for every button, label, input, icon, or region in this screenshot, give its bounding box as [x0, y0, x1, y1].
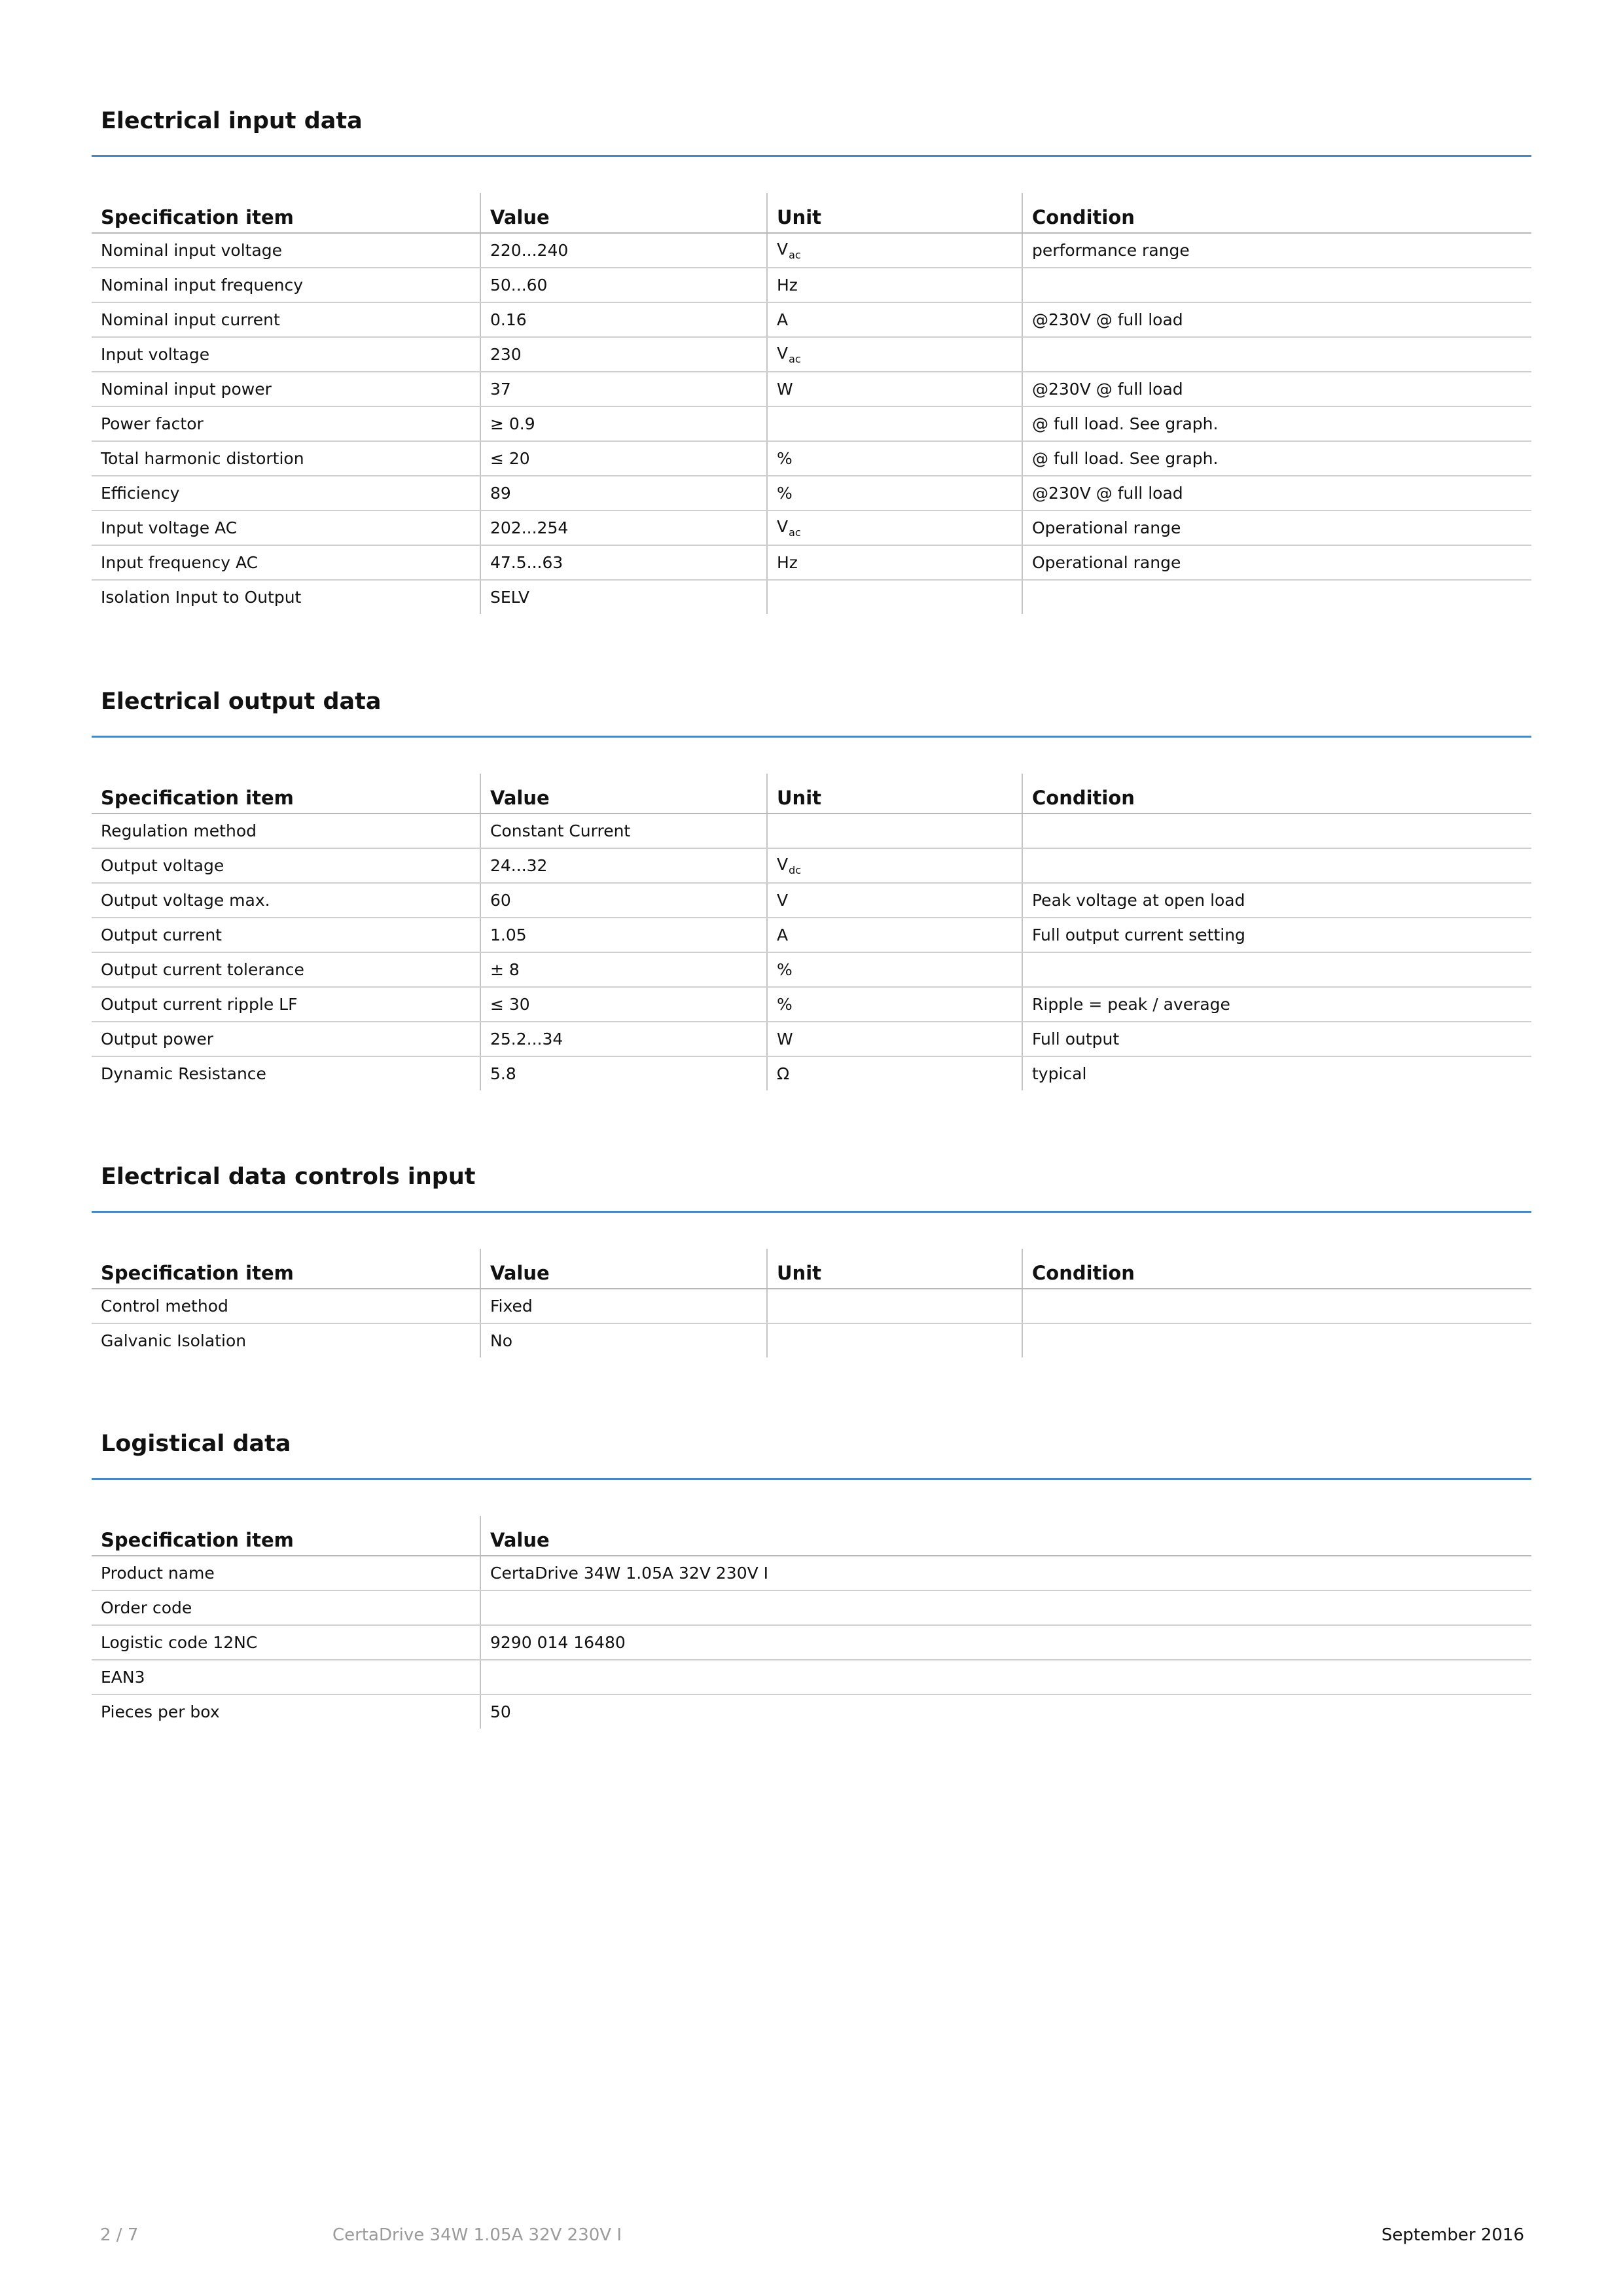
spec-item-cell: Logistic code 12NC — [92, 1625, 480, 1660]
condition-cell — [1022, 337, 1531, 372]
spec-table — [92, 1249, 1531, 1357]
value-cell: 230 — [480, 337, 767, 372]
value-cell: 0.16 — [480, 302, 767, 337]
unit-symbol: Hz — [777, 276, 798, 295]
value-cell: SELV — [480, 580, 767, 614]
column-header: Value — [480, 774, 767, 814]
section-divider — [92, 1211, 1531, 1213]
spec-item-cell: Power factor — [92, 406, 480, 441]
unit-cell — [767, 441, 1022, 476]
section-divider — [92, 1478, 1531, 1480]
spec-item-cell: Output power — [92, 1022, 480, 1056]
table-header-row — [92, 1516, 1531, 1556]
value-cell: 9290 014 16480 — [480, 1625, 1531, 1660]
condition-cell: Ripple = peak / average — [1022, 987, 1531, 1022]
table-row — [92, 814, 1531, 848]
spec-table — [92, 774, 1531, 1090]
condition-cell: @230V @ full load — [1022, 302, 1531, 337]
column-header: Condition — [1022, 1249, 1531, 1289]
spec-item-cell: Isolation Input to Output — [101, 588, 302, 607]
unit-cell — [767, 406, 1022, 441]
unit-cell — [767, 883, 1022, 918]
section-divider — [92, 736, 1531, 738]
value-cell: 37 — [480, 372, 767, 406]
unit-cell — [767, 233, 1022, 268]
unit-cell — [767, 1022, 1022, 1056]
condition-cell — [1022, 952, 1531, 987]
spec-item-cell: Dynamic Resistance — [101, 1064, 266, 1083]
table-row — [92, 1695, 1531, 1729]
unit-symbol: W — [777, 380, 793, 399]
table-row — [92, 987, 1531, 1022]
spec-table — [92, 193, 1531, 614]
table-row — [92, 952, 1531, 987]
unit-cell — [767, 918, 1022, 952]
spec-item-cell: Nominal input voltage — [92, 233, 480, 268]
unit-cell — [767, 1289, 1022, 1323]
section-title: Electrical input data — [101, 108, 363, 134]
spec-item-cell: Input voltage — [92, 337, 480, 372]
spec-item-cell: Output current tolerance — [92, 952, 480, 987]
table-row — [92, 1022, 1531, 1056]
unit-cell — [767, 545, 1022, 580]
value-cell: ≥ 0.9 — [480, 406, 767, 441]
condition-cell: @230V @ full load — [1022, 372, 1531, 406]
unit-symbol: V — [777, 344, 789, 363]
unit-cell — [767, 848, 1022, 883]
table-row — [92, 268, 1531, 302]
column-header: Specification item — [92, 193, 480, 233]
unit-symbol: % — [777, 995, 793, 1014]
spec-item-cell: Output current ripple LF — [92, 987, 480, 1022]
footer-page-number: 2 / 7 — [100, 2225, 139, 2245]
unit-symbol: V — [777, 240, 789, 259]
condition-cell — [1022, 268, 1531, 302]
spec-item-cell: Order code — [92, 1590, 480, 1625]
footer-product-name: CertaDrive 34W 1.05A 32V 230V I — [332, 2225, 622, 2245]
unit-subscript: ac — [789, 353, 801, 365]
value-cell: ≤ 30 — [480, 987, 767, 1022]
spec-item-cell: Efficiency — [92, 476, 480, 511]
unit-symbol: V — [777, 855, 789, 874]
table-row — [92, 476, 1531, 511]
table-row — [92, 1289, 1531, 1323]
spec-item-cell: Output current — [92, 918, 480, 952]
spec-table — [92, 1516, 1531, 1729]
condition-cell: @230V @ full load — [1022, 476, 1531, 511]
section-title: Logistical data — [101, 1431, 291, 1457]
column-header: Condition — [1022, 774, 1531, 814]
condition-cell: Full output current setting — [1022, 918, 1531, 952]
value-cell — [480, 1660, 1531, 1695]
unit-subscript: ac — [789, 526, 801, 539]
table-row — [92, 406, 1531, 441]
spec-item-cell: Galvanic Isolation — [101, 1331, 247, 1350]
unit-cell — [767, 580, 1022, 614]
column-header: Unit — [767, 774, 1022, 814]
condition-cell — [1022, 848, 1531, 883]
value-cell: 1.05 — [480, 918, 767, 952]
unit-cell — [767, 1056, 1022, 1090]
unit-symbol: % — [777, 960, 793, 979]
spec-item-cell: Input voltage AC — [92, 511, 480, 545]
spec-item-cell: Total harmonic distortion — [92, 441, 480, 476]
unit-symbol: A — [777, 925, 789, 944]
table-row — [92, 233, 1531, 268]
table-row — [92, 918, 1531, 952]
spec-item-cell: EAN3 — [92, 1660, 480, 1695]
unit-cell — [767, 952, 1022, 987]
section-title: Electrical output data — [101, 689, 382, 715]
unit-symbol: Ω — [777, 1064, 790, 1083]
table-row — [92, 372, 1531, 406]
table-header-row — [92, 1249, 1531, 1289]
spec-item-cell: Nominal input frequency — [92, 268, 480, 302]
unit-cell — [767, 268, 1022, 302]
unit-symbol: W — [777, 1030, 793, 1049]
unit-subscript: dc — [789, 864, 802, 876]
column-header: Value — [480, 1249, 767, 1289]
column-header: Specification item — [92, 1516, 480, 1556]
table-header-row — [92, 193, 1531, 233]
unit-symbol: Hz — [777, 553, 798, 572]
unit-cell — [767, 302, 1022, 337]
spec-item-cell: Output voltage — [92, 848, 480, 883]
value-cell: 60 — [480, 883, 767, 918]
table-row — [92, 337, 1531, 372]
value-cell: 89 — [480, 476, 767, 511]
spec-item-cell: Nominal input power — [92, 372, 480, 406]
table-row — [92, 1556, 1531, 1590]
unit-symbol: % — [777, 484, 793, 503]
column-header: Specification item — [92, 774, 480, 814]
column-header: Value — [480, 1516, 1531, 1556]
value-cell: No — [480, 1323, 767, 1357]
table-row — [92, 1590, 1531, 1625]
condition-cell — [1022, 814, 1531, 848]
condition-cell: Operational range — [1022, 511, 1531, 545]
value-cell: 25.2...34 — [480, 1022, 767, 1056]
unit-cell — [767, 511, 1022, 545]
condition-cell — [1022, 1289, 1531, 1323]
unit-cell — [767, 814, 1022, 848]
value-cell: 50...60 — [480, 268, 767, 302]
unit-cell — [767, 372, 1022, 406]
section-title: Electrical data controls input — [101, 1164, 476, 1190]
table-row — [92, 580, 1531, 614]
spec-item-cell: Input frequency AC — [92, 545, 480, 580]
unit-cell — [767, 476, 1022, 511]
condition-cell: Peak voltage at open load — [1022, 883, 1531, 918]
table-row — [92, 1625, 1531, 1660]
unit-symbol: V — [777, 891, 789, 910]
value-cell: CertaDrive 34W 1.05A 32V 230V I — [480, 1556, 1531, 1590]
spec-item-cell: Nominal input current — [92, 302, 480, 337]
condition-cell — [1022, 1323, 1531, 1357]
value-cell: 5.8 — [480, 1056, 767, 1090]
value-cell: ± 8 — [480, 952, 767, 987]
value-cell: 24...32 — [480, 848, 767, 883]
unit-symbol: % — [777, 449, 793, 468]
table-row — [92, 883, 1531, 918]
table-row — [92, 441, 1531, 476]
unit-symbol: A — [777, 310, 789, 329]
value-cell: Constant Current — [480, 814, 767, 848]
value-cell: 50 — [480, 1695, 1531, 1729]
column-header: Value — [480, 193, 767, 233]
condition-cell: typical — [1022, 1056, 1531, 1090]
condition-cell: @ full load. See graph. — [1022, 406, 1531, 441]
spec-item-cell: Control method — [92, 1289, 480, 1323]
unit-symbol: V — [777, 517, 789, 536]
unit-subscript: ac — [789, 249, 801, 261]
table-row — [92, 302, 1531, 337]
section-divider — [92, 155, 1531, 157]
table-row — [92, 848, 1531, 883]
column-header: Unit — [767, 1249, 1022, 1289]
spec-item-cell: Output voltage max. — [92, 883, 480, 918]
table-header-row — [92, 774, 1531, 814]
table-row — [92, 1660, 1531, 1695]
table-row — [92, 545, 1531, 580]
condition-cell — [1022, 580, 1531, 614]
value-cell — [480, 1590, 1531, 1625]
unit-cell — [767, 337, 1022, 372]
condition-cell: Full output — [1022, 1022, 1531, 1056]
condition-cell: performance range — [1022, 233, 1531, 268]
condition-cell: @ full load. See graph. — [1022, 441, 1531, 476]
table-row — [92, 1323, 1531, 1357]
value-cell: Fixed — [480, 1289, 767, 1323]
column-header: Specification item — [92, 1249, 480, 1289]
spec-item-cell: Regulation method — [92, 814, 480, 848]
unit-cell — [767, 1323, 1022, 1357]
value-cell: ≤ 20 — [480, 441, 767, 476]
value-cell: 220...240 — [480, 233, 767, 268]
footer-date: September 2016 — [1381, 2225, 1524, 2245]
value-cell: 47.5...63 — [480, 545, 767, 580]
table-row — [92, 1056, 1531, 1090]
value-cell: 202...254 — [480, 511, 767, 545]
column-header: Unit — [767, 193, 1022, 233]
unit-cell — [767, 987, 1022, 1022]
condition-cell: Operational range — [1022, 545, 1531, 580]
spec-item-cell: Pieces per box — [101, 1702, 220, 1721]
table-row — [92, 511, 1531, 545]
spec-item-cell: Product name — [92, 1556, 480, 1590]
column-header: Condition — [1022, 193, 1531, 233]
